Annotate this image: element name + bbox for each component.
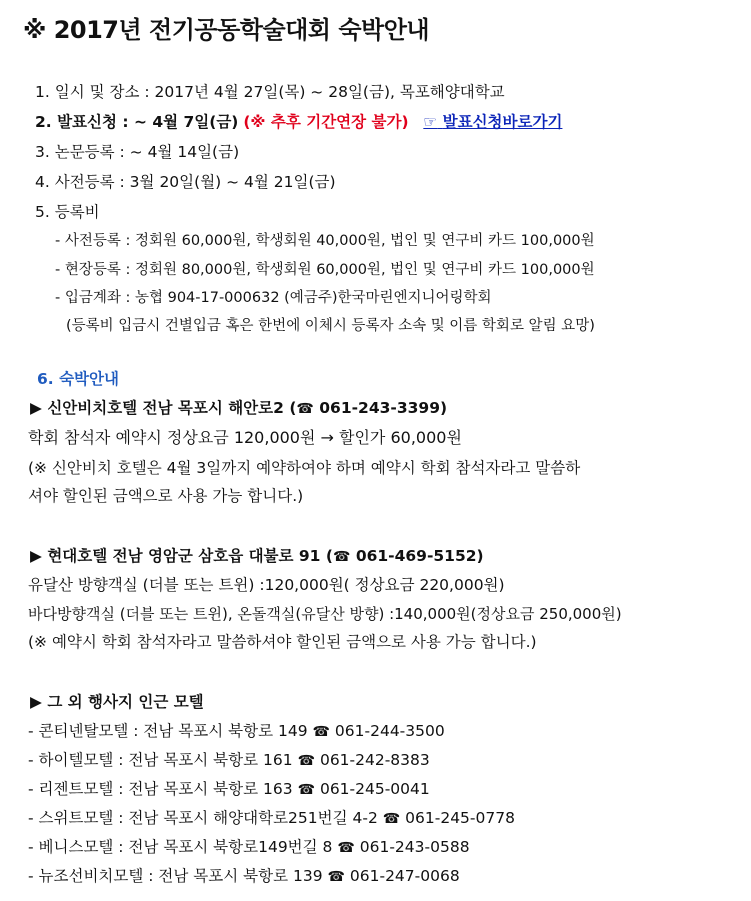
motel-phone: 061-247-0068 [349,867,460,885]
fee-onsite: - 현장등록 : 정회원 80,000원, 학생회원 60,000원, 법인 및 연구비 카드 100,000원 [55,262,595,278]
motel-item [28,777,430,802]
pointing-hand-icon: ☞ [423,113,438,131]
item-pre-registration: 4. 사전등록 : 3월 20일(월) ~ 4월 21일(금) [35,173,336,191]
motel-address: - 스위트모텔 : 전남 목포시 해양대학로251번길 4-2 [28,809,378,827]
phone-icon: ☎ [297,782,316,798]
hotel2-line2: 바다방향객실 (더블 또는 트윈), 온돌객실(유달산 방향) :140,000원(정상요금 250,000원) [28,605,622,623]
fee-account: - 입금계좌 : 농협 904-17-000632 (예금주)한국마린엔지니어링학회 [55,290,492,306]
motel-phone: 061-245-0041 [319,780,430,798]
motel-item [28,835,470,860]
motel-phone: 061-243-0588 [359,838,470,856]
motel-item [28,864,460,889]
phone-icon: ☎ [382,811,401,827]
page-title: ※ 2017년 전기공동학술대회 숙박안내 [23,16,430,44]
lodging-heading: 6. 숙박안내 [37,370,119,388]
presentation-deadline: 2. 발표신청 : ~ 4월 7일(금) [35,113,239,131]
hotel2-line3: (※ 예약시 학회 참석자라고 말씀하셔야 할인된 금액으로 사용 가능 합니다.) [28,633,537,651]
item-paper-registration: 3. 논문등록 : ~ 4월 14일(금) [35,143,240,161]
hotel2-line1: 유달산 방향객실 (더블 또는 트윈) :120,000원( 정상요금 220,000원) [28,576,505,594]
hotel1-line3: 셔야 할인된 금액으로 사용 가능 합니다.) [28,487,304,505]
fee-note: (등록비 입금시 건별입금 혹은 한번에 이체시 등록자 소속 및 이름 학회로 알림 요망) [66,318,595,334]
phone-icon: ☎ [297,753,316,769]
no-extension-note: (※ 추후 기간연장 불가) [243,113,409,131]
item-fee-heading: 5. 등록비 [35,203,100,221]
hotel2-title: ▶ 현대호텔 전남 영암군 삼호읍 대불로 91 (☎ 061-469-5152) [30,547,484,565]
presentation-apply-link[interactable] [423,113,562,131]
hotel1-line2: (※ 신안비치 호텔은 4월 3일까지 예약하여야 하며 예약시 학회 참석자라고 말씀하 [28,459,581,477]
hotel1-name: ▶ 신안비치호텔 전남 목포시 해안로2 [30,399,284,417]
hotel1-phone: 061-243-3399 [319,399,440,417]
motel-address: - 하이텔모텔 : 전남 목포시 북항로 161 [28,751,293,769]
item-presentation [35,110,562,134]
motel-phone: 061-245-0778 [405,809,515,827]
motel-address: - 베니스모텔 : 전남 목포시 북항로149번길 8 [28,838,333,856]
hotel2-name: ▶ 현대호텔 전남 영암군 삼호읍 대불로 91 [30,547,321,565]
phone-icon: ☎ [312,724,330,740]
motel-phone: 061-242-8383 [319,751,430,769]
item-date-venue: 1. 일시 및 장소 : 2017년 4월 27일(목) ~ 28일(금), 목포해양대학교 [35,83,505,101]
fee-pre: - 사전등록 : 정회원 60,000원, 학생회원 40,000원, 법인 및 연구비 카드 100,000원 [55,233,595,249]
motel-address: - 뉴조선비치모텔 : 전남 목포시 북항로 139 [28,867,323,885]
phone-icon: ☎ [296,401,314,417]
motels-heading: ▶ 그 외 행사지 인근 모텔 [30,693,204,711]
motel-item [28,748,430,773]
motel-address: - 콘티넨탈모텔 : 전남 목포시 북항로 149 [28,722,308,740]
phone-icon: ☎ [337,840,355,856]
hotel1-title: ▶ 신안비치호텔 전남 목포시 해안로2 (☎ 061-243-3399) [30,399,448,417]
phone-icon: ☎ [327,869,345,885]
hotel1-line1: 학회 참석자 예약시 정상요금 120,000원 → 할인가 60,000원 [28,428,462,447]
motel-phone: 061-244-3500 [334,722,445,740]
motel-address: - 리젠트모텔 : 전남 목포시 북항로 163 [28,780,293,798]
presentation-apply-link-label: 발표신청바로가기 [442,113,563,131]
phone-icon: ☎ [332,549,351,565]
motel-item [28,719,445,744]
hotel2-phone: 061-469-5152 [355,547,477,565]
motel-item [28,806,515,831]
